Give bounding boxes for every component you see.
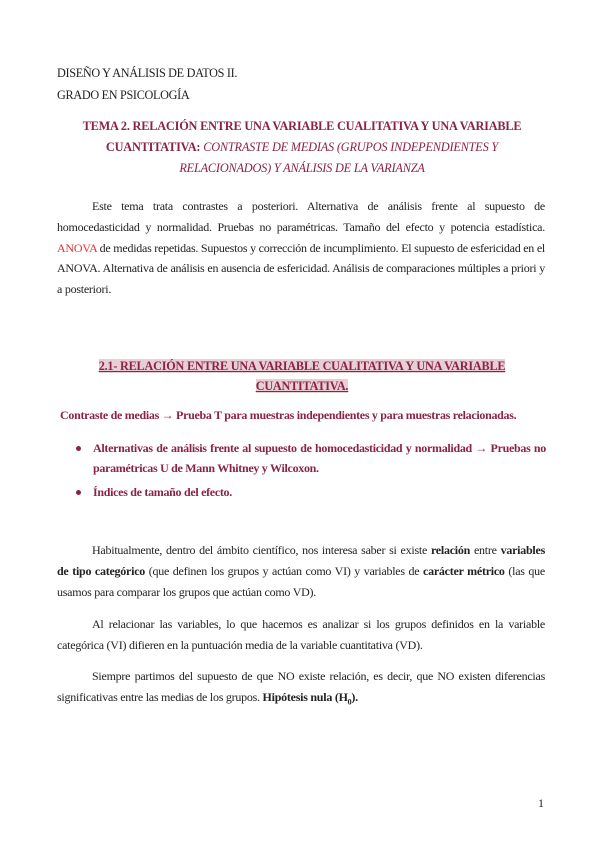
intro-text-2: de medidas repetidas. Supuestos y corrección de incumplimiento. El supuesto de esfericidad en el ANOVA. Alternativa de análisis en ausencia de esfericidad. Análisis de comparaciones múltiples a priori y a posteriori. [57,240,545,297]
p1-text-g: (las que usamos para comparar los grupos que actúan como VD). [57,563,545,599]
topic-title-subtitle: CONTRASTE DE MEDIAS (GRUPOS INDEPENDIENTES Y RELACIONADOS) Y ANÁLISIS DE LA VARIANZA [179,140,499,175]
page-number: 1 [538,796,544,810]
p1-text-e: (que definen los grupos y actúan como VI) y variables de [148,563,420,578]
bullet-list [60,438,546,506]
p1-text-c: entre [473,543,497,557]
course-title: DISEÑO Y ANÁLISIS DE DATOS II. [57,66,238,80]
p1-bold-metrico: carácter métrico [423,563,505,578]
bullet-text: Alternativas de análisis frente al supuesto de homocedasticidad y normalidad → Pruebas no paramétricas U de Mann Whitney y Wilcoxon. [93,441,546,475]
bullet-icon [76,446,81,451]
section-heading-text: 2.1- RELACIÓN ENTRE UNA VARIABLE CUALITATIVA Y UNA VARIABLE CUANTITATIVA. [98,359,506,393]
topic-title-main: TEMA 2. RELACIÓN ENTRE UNA VARIABLE CUALITATIVA Y UNA VARIABLE CUANTITATIVA: [82,119,522,154]
section-subline: Contraste de medias → Prueba T para muestras independientes y para muestras relacionadas. [60,408,517,422]
intro-text-1: Este tema trata contrastes a posteriori. Alternativa de análisis frente al supuesto de homocedasticidad y normalidad. Pruebas no paramétricas. Tamaño del efecto y potencia estadística. [57,199,545,234]
body-paragraph-1 [57,540,545,602]
p1-text-a: Habitualmente, dentro del ámbito científico, nos interesa saber si existe [92,543,428,557]
p1-bold-relacion: relación [430,543,471,557]
body-paragraph-2: Al relacionar las variables, lo que hacemos es analizar si los grupos definidos en la variable categórica (VI) difieren en la puntuación media de la variable cuantitativa (VD). [57,617,545,652]
null-hypothesis-subscript: 0 [347,697,352,707]
anova-highlight: ANOVA [57,240,97,255]
section-heading [60,356,544,396]
list-item [60,482,546,502]
list-item [60,438,546,478]
p3-text-a: Siempre partimos del supuesto de que NO existe relación, es decir, que NO existen diferencias significativas entre las medias de los grupos. [57,669,545,704]
topic-title [60,116,544,179]
null-hypothesis [262,689,358,707]
body-paragraph-3 [57,666,545,713]
bullet-text: Índices de tamaño del efecto. [93,485,232,499]
degree-title: GRADO EN PSICOLOGÍA [57,88,190,102]
p1-bold-categorico: variables de tipo categórico [57,543,546,578]
null-hypothesis-close: ). [351,689,358,704]
intro-paragraph [57,196,545,300]
null-hypothesis-label: Hipótesis nula (H [262,689,348,704]
bullet-icon [76,490,81,495]
